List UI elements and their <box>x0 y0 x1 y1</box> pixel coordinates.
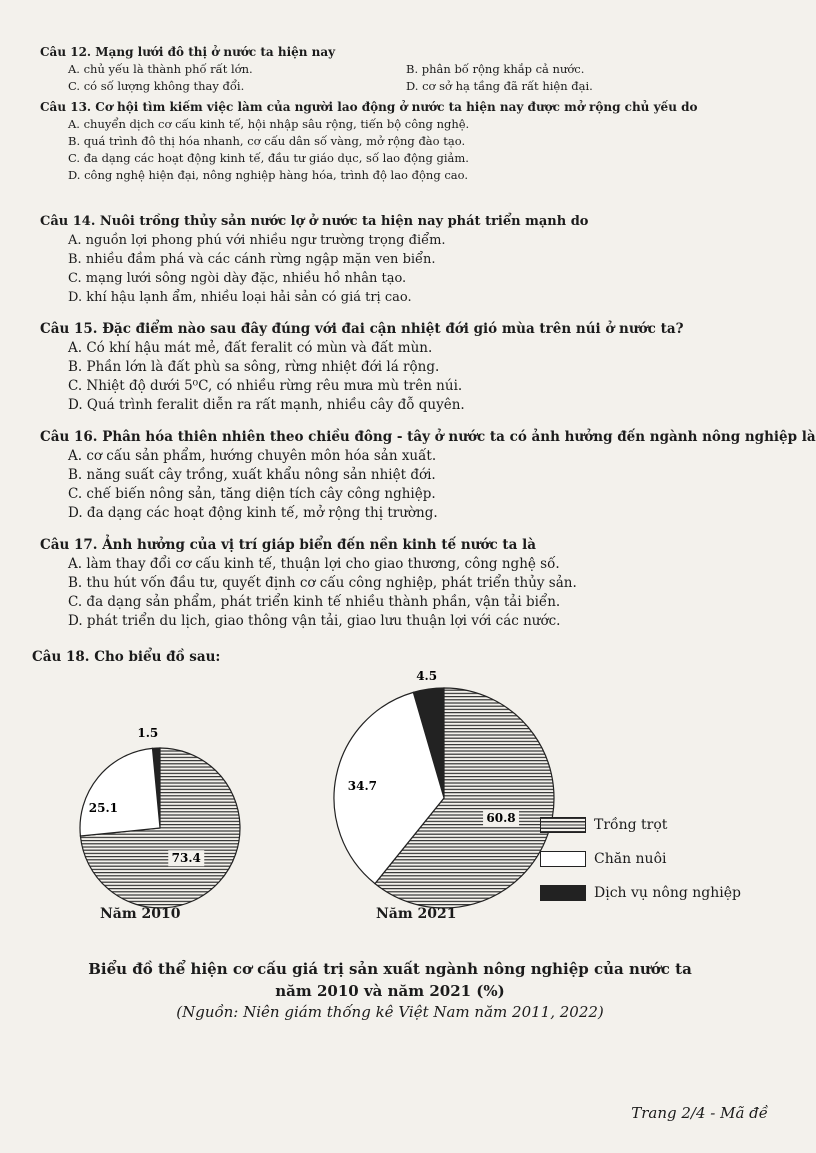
option-b: B. Phần lớn là đất phù sa sông, rừng nhiệt đới lá rộng. <box>68 359 440 375</box>
pie-label-chan-nuoi-2021: 34.7 <box>347 778 378 793</box>
question-12 <box>40 44 770 95</box>
legend-label: Dịch vụ nông nghiệp <box>594 885 741 901</box>
option-b: B. phân bố rộng khắp cả nước. <box>406 62 585 76</box>
option-b: B. thu hút vốn đầu tư, quyết định cơ cấu công nghiệp, phát triển thủy sản. <box>68 575 577 591</box>
question-title: Câu 16. Phân hóa thiên nhiên theo chiều đông - tây ở nước ta có ảnh hưởng đến ngành nông nghiệp là <box>40 429 816 445</box>
pie-chart-svg <box>70 669 530 930</box>
option-a: A. làm thay đổi cơ cấu kinh tế, thuận lợi cho giao thương, công nghệ số. <box>68 556 560 572</box>
option-d: D. phát triển du lịch, giao thông vận tải, giao lưu thuận lợi với các nước. <box>68 613 561 629</box>
pie-charts <box>70 669 770 940</box>
question-18 <box>32 648 762 667</box>
option-c: C. Nhiệt độ dưới 5⁰C, có nhiều rừng rêu mưa mù trên núi. <box>68 378 463 394</box>
option-c: C. chế biến nông sản, tăng diện tích cây công nghiệp. <box>68 486 436 502</box>
question-16 <box>40 428 816 523</box>
option-c: C. đa dạng các hoạt động kinh tế, đầu tư giáo dục, số lao động giảm. <box>68 151 469 165</box>
year-label-2010: Năm 2010 <box>100 906 181 922</box>
page-footer: Trang 2/4 - Mã đề <box>631 1104 768 1122</box>
option-c: C. mạng lưới sông ngòi dày đặc, nhiều hồ nhân tạo. <box>68 271 407 286</box>
question-title: Câu 18. Cho biểu đồ sau: <box>32 649 221 665</box>
question-15 <box>40 320 770 415</box>
year-label-2021: Năm 2021 <box>376 906 457 922</box>
legend-item-dich-vu <box>540 876 741 910</box>
pie-label-trong-trot-2010: 73.4 <box>171 851 201 866</box>
option-a: A. cơ cấu sản phẩm, hướng chuyên môn hóa sản xuất. <box>68 448 437 464</box>
option-d: D. Quá trình feralit diễn ra rất mạnh, nhiều cây đỗ quyên. <box>68 397 465 413</box>
chart-caption-line1: Biểu đồ thể hiện cơ cấu giá trị sản xuất ngành nông nghiệp của nước ta <box>88 960 692 978</box>
option-a: A. nguồn lợi phong phú với nhiều ngư trường trọng điểm. <box>68 233 446 248</box>
question-title: Câu 15. Đặc điểm nào sau đây đúng với đai cận nhiệt đới gió mùa trên núi ở nước ta? <box>40 321 684 337</box>
pie-label-trong-trot-2021: 60.8 <box>486 811 516 826</box>
question-title: Câu 13. Cơ hội tìm kiếm việc làm của người lao động ở nước ta hiện nay được mở rộng chủ yếu do <box>40 100 698 114</box>
option-d: D. cơ sở hạ tầng đã rất hiện đại. <box>406 79 593 93</box>
legend-swatch <box>540 851 586 867</box>
pie-label-dich-vu-2021: 4.5 <box>416 669 438 684</box>
option-a: A. Có khí hậu mát mẻ, đất feralit có mùn và đất mùn. <box>68 340 433 356</box>
option-d: D. khí hậu lạnh ẩm, nhiều loại hải sản có giá trị cao. <box>68 290 412 305</box>
option-d: D. công nghệ hiện đại, nông nghiệp hàng hóa, trình độ lao động cao. <box>68 168 469 182</box>
option-a: A. chủ yếu là thành phố rất lớn. <box>68 62 253 76</box>
question-13 <box>40 99 770 184</box>
question-17 <box>40 536 770 631</box>
chart-caption-line2: năm 2010 và năm 2021 (%) <box>275 982 505 1000</box>
option-c: C. đa dạng sản phẩm, phát triển kinh tế nhiều thành phần, vận tải biển. <box>68 594 561 610</box>
legend-item-trong-trot <box>540 808 741 842</box>
question-title: Câu 14. Nuôi trồng thủy sản nước lợ ở nước ta hiện nay phát triển mạnh do <box>40 214 589 229</box>
legend <box>540 808 741 910</box>
option-c: C. có số lượng không thay đổi. <box>68 79 245 93</box>
legend-item-chan-nuoi <box>540 842 741 876</box>
option-b: B. quá trình đô thị hóa nhanh, cơ cấu dân số vàng, mở rộng đào tạo. <box>68 134 466 148</box>
legend-label: Trồng trọt <box>594 817 668 833</box>
option-b: B. năng suất cây trồng, xuất khẩu nông sản nhiệt đới. <box>68 467 436 483</box>
option-d: D. đa dạng các hoạt động kinh tế, mở rộng thị trường. <box>68 505 438 521</box>
legend-swatch <box>540 817 586 833</box>
question-title: Câu 17. Ảnh hưởng của vị trí giáp biển đến nền kinh tế nước ta là <box>40 537 536 553</box>
chart-source: (Nguồn: Niên giám thống kê Việt Nam năm 2011, 2022) <box>176 1003 604 1021</box>
legend-swatch <box>540 885 586 901</box>
option-a: A. chuyển dịch cơ cấu kinh tế, hội nhập sâu rộng, tiến bộ công nghệ. <box>68 117 470 131</box>
pie-label-chan-nuoi-2010: 25.1 <box>88 801 119 816</box>
question-title: Câu 12. Mạng lưới đô thị ở nước ta hiện nay <box>40 45 336 59</box>
legend-label: Chăn nuôi <box>594 851 667 867</box>
pie-slice-chan-nuoi-2010 <box>80 748 160 836</box>
question-14 <box>40 212 770 307</box>
pie-label-dich-vu-2010: 1.5 <box>137 725 159 740</box>
option-b: B. nhiều đầm phá và các cánh rừng ngập mặn ven biển. <box>68 252 436 267</box>
